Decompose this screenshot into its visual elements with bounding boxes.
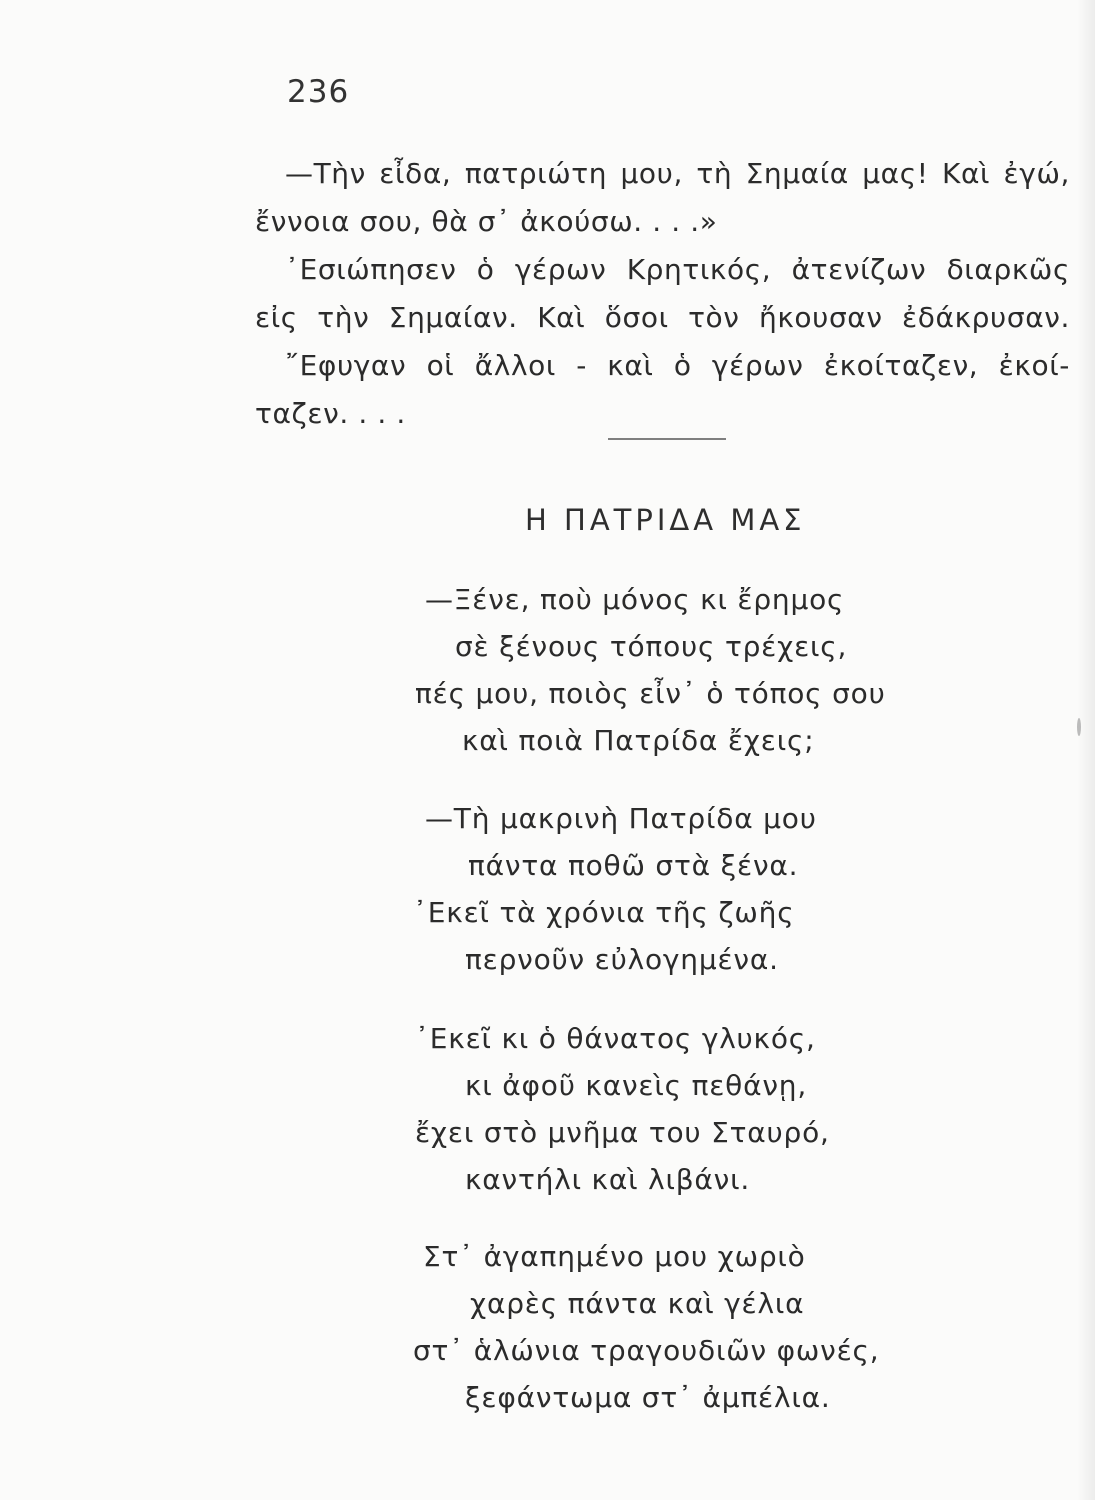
section-divider <box>608 438 726 440</box>
scan-speck <box>1077 718 1081 736</box>
poem-line: ξεφάντωμα στ᾽ ἀμπέλια. <box>465 1381 831 1414</box>
prose-line: —Τὴν εἶδα, πατριώτη μου, τὴ Σημαία μας! Καὶ ἐγώ, <box>285 157 1070 190</box>
poem-line: ᾽Εκεῖ κι ὁ θάνατος γλυκός, <box>415 1022 816 1055</box>
poem-line: πές μου, ποιὸς εἶν᾽ ὁ τόπος σου <box>415 677 886 710</box>
page-number: 236 <box>287 74 350 110</box>
prose-block <box>255 150 1070 438</box>
poem-line: καὶ ποιὰ Πατρίδα ἔχεις; <box>462 724 815 757</box>
poem-line: χαρὲς πάντα καὶ γέλια <box>470 1287 805 1320</box>
poem-line: ἔχει στὸ μνῆμα του Σταυρό, <box>415 1116 830 1149</box>
prose-line: ἔννοια σου, θὰ σ᾽ ἀκούσω. . . .» <box>255 205 718 238</box>
poem-line: Στ᾽ ἀγαπημένο μου χωριὸ <box>423 1240 806 1273</box>
poem-line: —Τὴ μακρινὴ Πατρίδα μου <box>425 802 817 835</box>
poem-line: στ᾽ ἁλώνια τραγουδιῶν φωνές, <box>413 1334 880 1367</box>
prose-line: ταζεν. . . . <box>255 397 406 430</box>
prose-line: εἰς τὴν Σημαίαν. Καὶ ὅσοι τὸν ἤκουσαν ἐδάκρυσαν. <box>255 301 1070 334</box>
poem-line: καντήλι καὶ λιβάνι. <box>465 1163 751 1196</box>
poem-line: περνοῦν εὐλογημένα. <box>465 943 779 976</box>
poem-line: πάντα ποθῶ στὰ ξένα. <box>468 849 799 882</box>
poem-line: ᾽Εκεῖ τὰ χρόνια τῆς ζωῆς <box>413 896 795 929</box>
poem-line: κι ἀφοῦ κανεὶς πεθάνῃ, <box>465 1069 808 1102</box>
page-edge-shadow <box>1077 0 1095 1500</box>
poem-line: —Ξένε, ποὺ μόνος κι ἔρημος <box>425 583 845 616</box>
poem-line: σὲ ξένους τόπους τρέχεις, <box>455 630 848 663</box>
poem-title: Η ΠΑΤΡΙΔΑ ΜΑΣ <box>525 503 806 537</box>
prose-line: ῎Εφυγαν οἱ ἄλλοι - καὶ ὁ γέρων ἐκοίταζεν, ἐκοί- <box>285 349 1070 382</box>
prose-line: ᾽Εσιώπησεν ὁ γέρων Κρητικός, ἀτενίζων διαρκῶς <box>285 253 1070 286</box>
